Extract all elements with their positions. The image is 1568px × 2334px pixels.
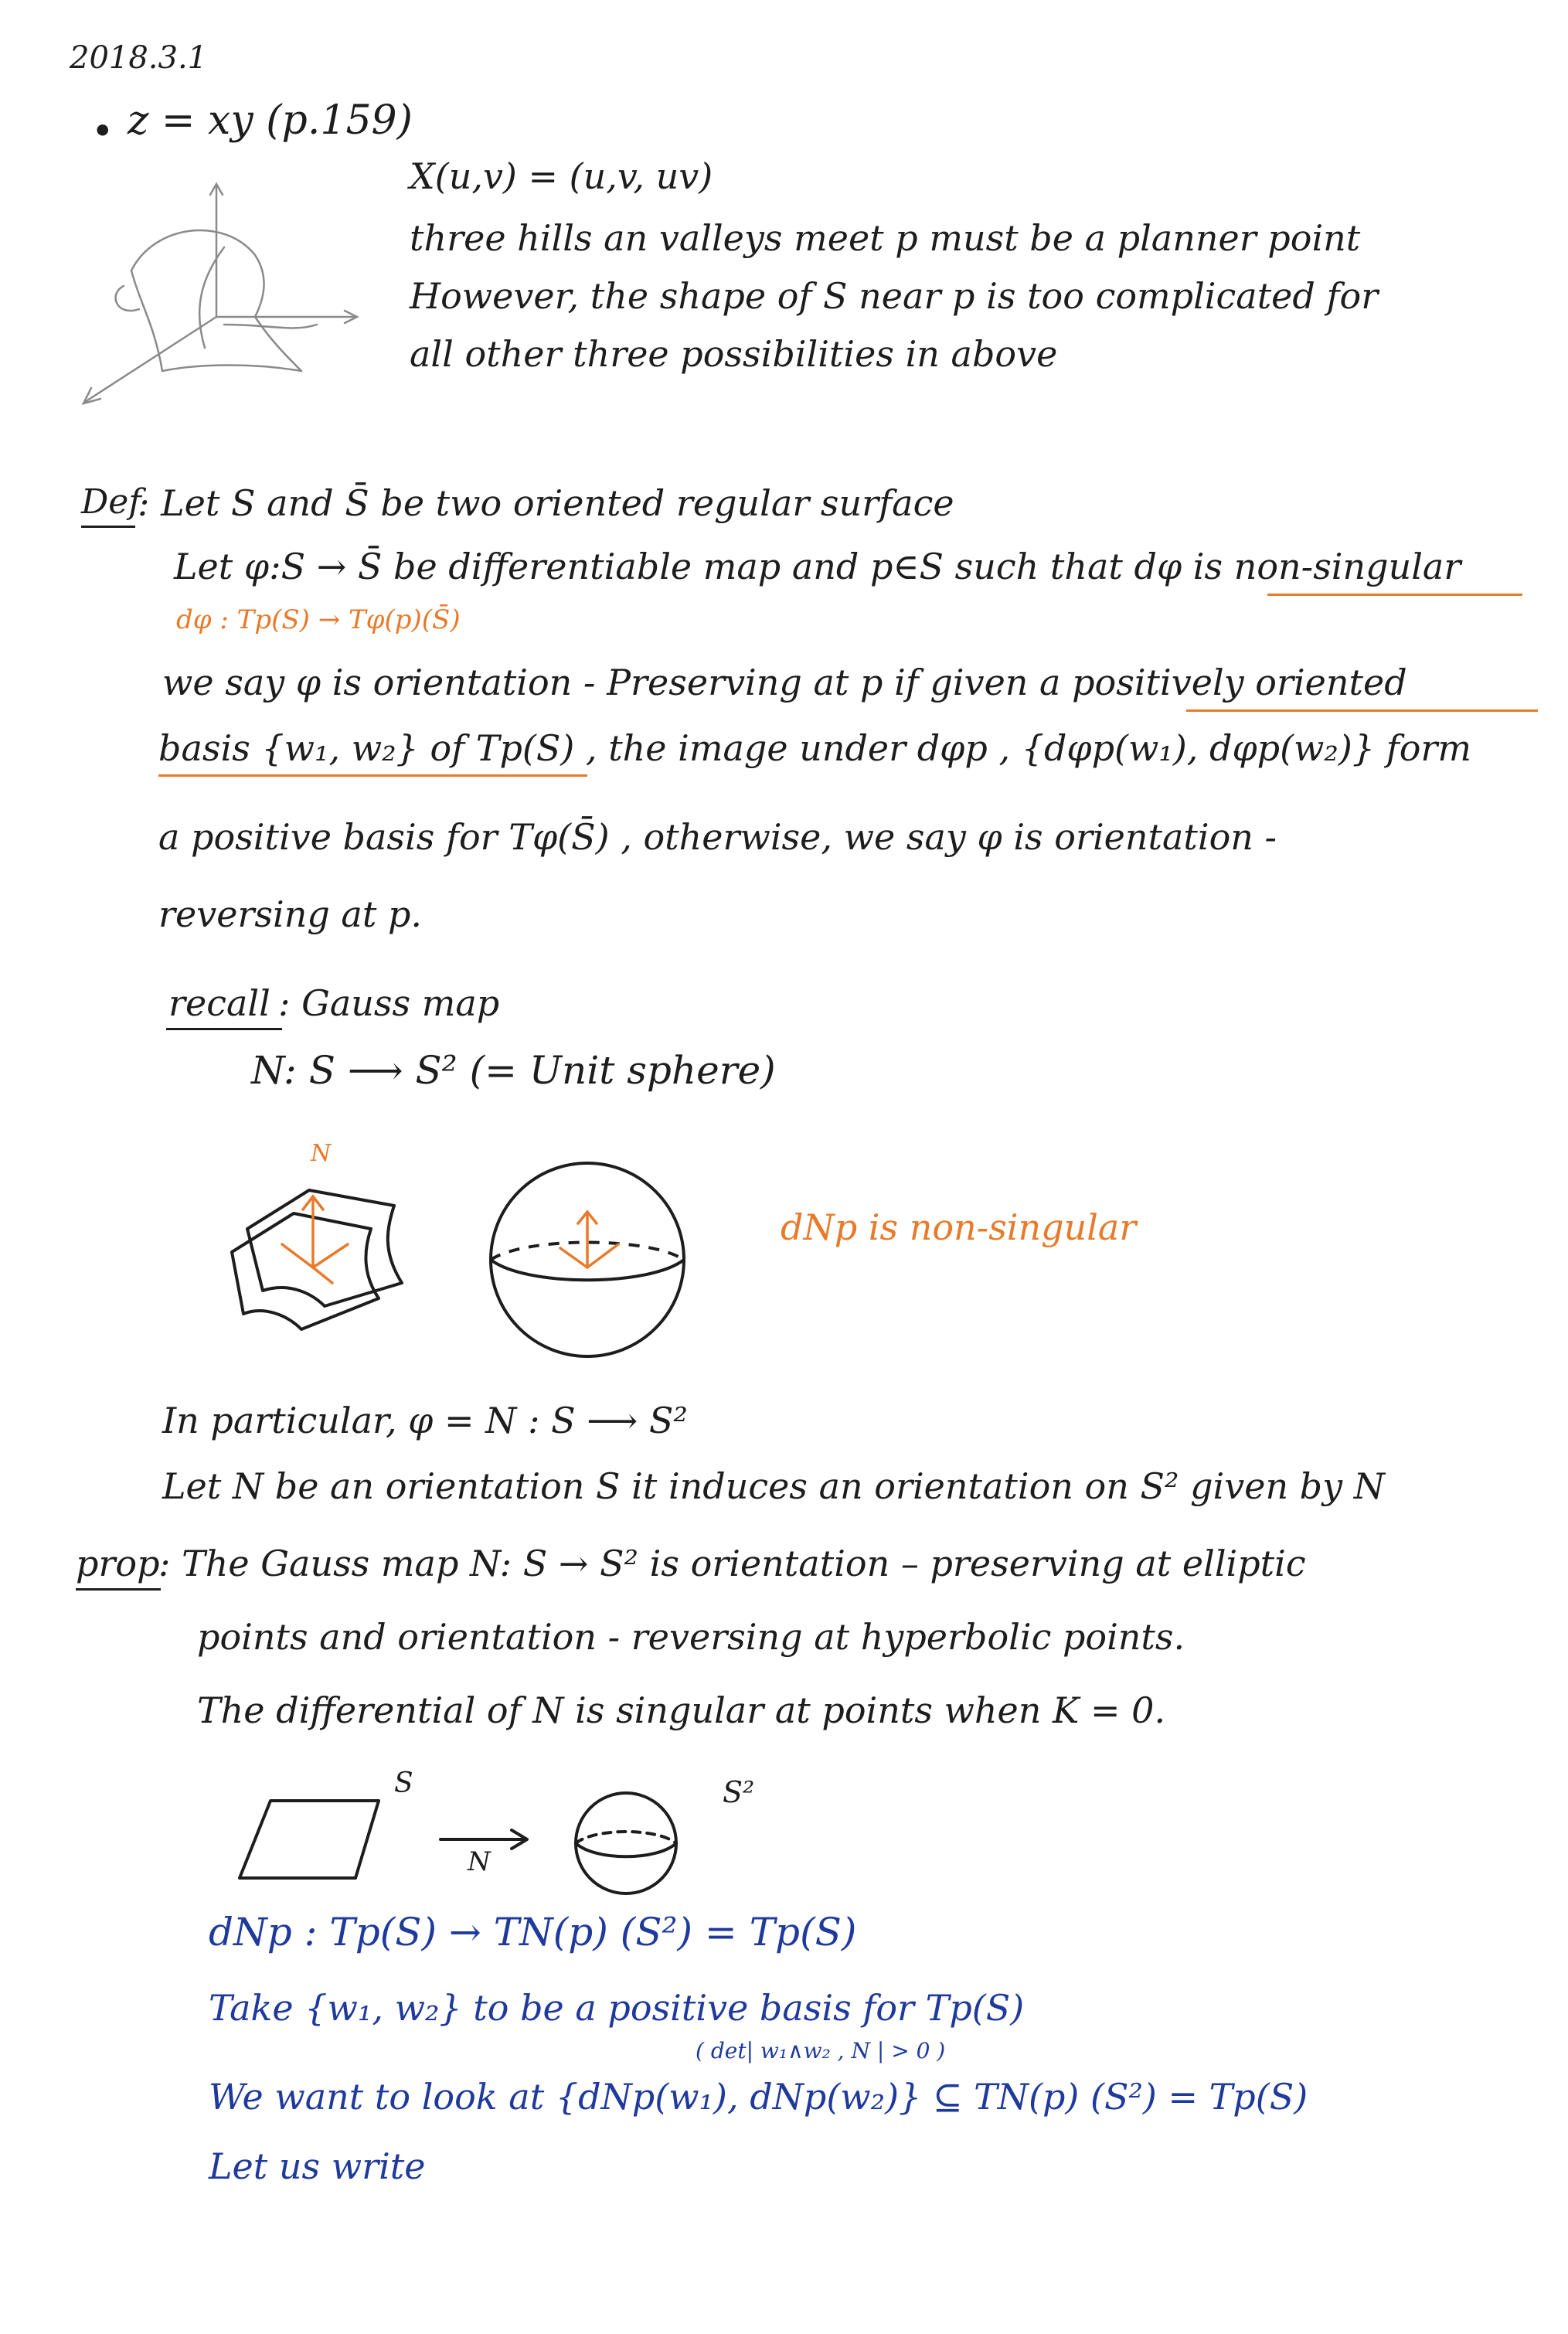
gauss-map-figure [216, 1136, 711, 1368]
proposition-line-3: The differential of N is singular at points when K = 0. [197, 1689, 1166, 1731]
det-condition-note: ( det| w₁∧w₂ , N | > 0 ) [696, 2038, 946, 2064]
non-singular-underline [1267, 594, 1522, 596]
recall-title: : Gauss map [278, 982, 500, 1024]
saddle-surface-sketch [70, 170, 394, 417]
bullet-dot: • [91, 109, 114, 154]
positively-oriented-underline [1186, 709, 1538, 712]
note-line-1: three hills an valleys meet p must be a planner point [410, 217, 1361, 259]
recall-label: recall [168, 982, 270, 1024]
definition-line-3: we say φ is orientation - Preserving at p if given a positively oriented [162, 662, 1407, 703]
diagram-sphere-label: S² [723, 1775, 755, 1809]
definition-line-5: a positive basis for Tφ(S̄) , otherwise, we say φ is orientation - [158, 816, 1277, 858]
particular-line-2: Let N be an orientation S it induces an orientation on S² given by N [162, 1465, 1385, 1507]
proposition-label: prop [76, 1543, 160, 1584]
recall-label-underline [166, 1028, 282, 1030]
basis-underline [158, 774, 587, 777]
proposition-label-underline [76, 1588, 161, 1591]
definition-line-1: : Let S and S̄ be two oriented regular surface [138, 482, 954, 524]
note-line-3: all other three possibilities in above [410, 333, 1058, 375]
parametrization: X(u,v) = (u,v, uv) [410, 155, 713, 197]
dphi-orange-note: dφ : Tp(S) → Tφ(p)(S̄) [176, 604, 461, 635]
note-date: 2018.3.1 [70, 40, 208, 76]
definition-label-underline [81, 526, 135, 528]
definition-line-2: Let φ:S → S̄ be differentiable map and p∈S such that dφ is non-singular [174, 546, 1461, 587]
take-basis-line: Take {w₁, w₂} to be a positive basis for Tp(S) [209, 1987, 1025, 2029]
want-to-look-line: We want to look at {dNp(w₁), dNp(w₂)} ⊆ TN(p) (S²) = Tp(S) [209, 2076, 1308, 2118]
diagram-arrow-label: N [468, 1846, 491, 1877]
normal-vector-label: N [311, 1140, 332, 1167]
definition-line-6: reversing at p. [158, 893, 423, 935]
let-us-write-line: Let us write [209, 2145, 426, 2187]
diagram-surface-label: S [394, 1768, 413, 1799]
definition-line-4: basis {w₁, w₂} of Tp(S) , the image under dφp , {dφp(w₁), dφp(w₂)} form [158, 727, 1472, 769]
gauss-map-definition: N: S ⟶ S² (= Unit sphere) [251, 1048, 776, 1093]
proposition-line-2: points and orientation - reversing at hyperbolic points. [197, 1616, 1185, 1658]
example-title: z = xy (p.159) [128, 97, 413, 144]
dNp-map-line: dNp : Tp(S) → TN(p) (S²) = Tp(S) [209, 1910, 857, 1955]
gauss-map-diagram [224, 1770, 703, 1917]
dNp-non-singular-note: dNp is non-singular [781, 1206, 1137, 1248]
definition-label: Def [81, 482, 141, 522]
proposition-line-1: : The Gauss map N: S → S² is orientation – preserving at elliptic [158, 1543, 1306, 1584]
particular-line-1: In particular, φ = N : S ⟶ S² [162, 1400, 688, 1441]
note-line-2: However, the shape of S near p is too complicated for [410, 275, 1379, 317]
